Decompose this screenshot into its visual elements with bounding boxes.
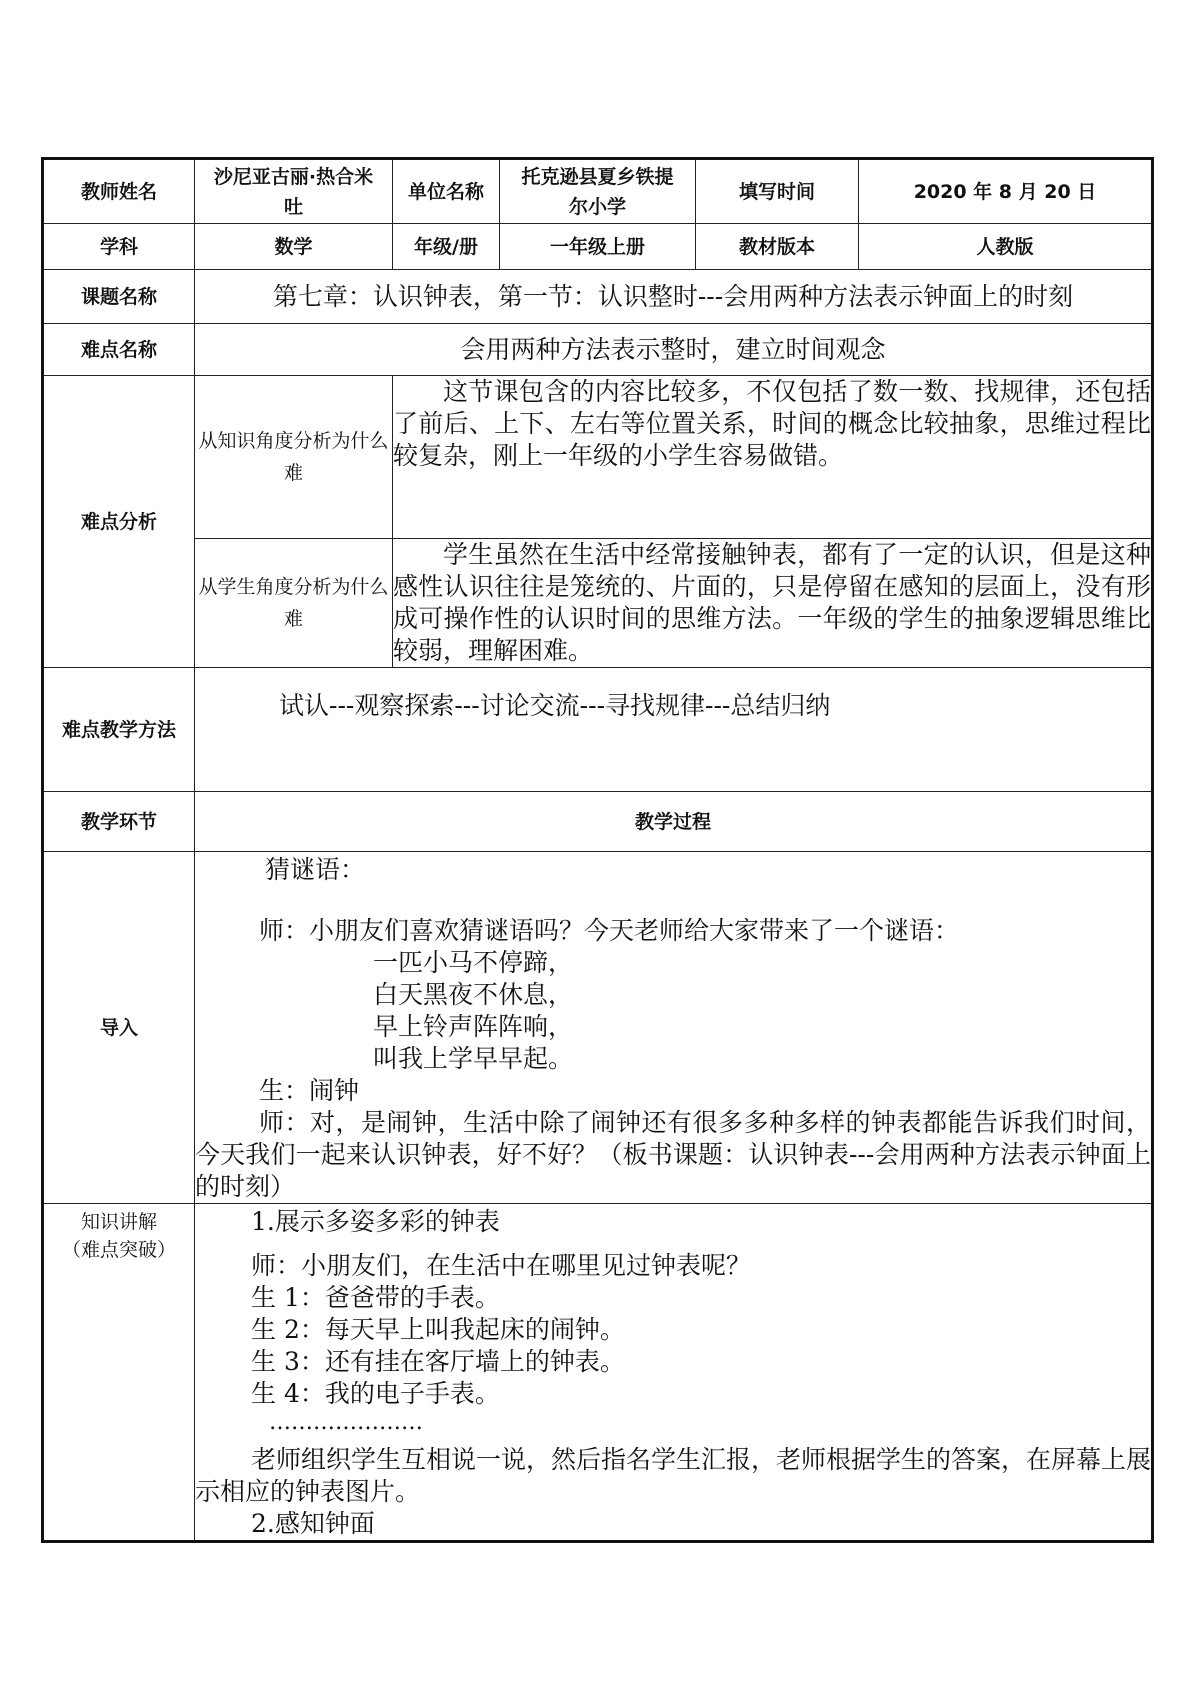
knowledge-answer-3: 生 3：还有挂在客厅墙上的钟表。 [251,1347,625,1376]
stage-label: 教学环节 [43,792,195,852]
student-angle-text: 学生虽然在生活中经常接触钟表，都有了一定的认识，但是这种感性认识往往是笼统的、片面的，只是停留在感知的层面上，没有形成可操作性的认识时间的思维方法。一年级的学生的抽象逻辑思维比较弱，理解困难。 [393,539,1153,668]
knowledge-answer-1: 生 1：爸爸带的手表。 [251,1283,500,1312]
analysis-knowledge-row [43,376,1153,539]
intro-content [195,852,1153,1204]
date-value: 2020 年 8 月 20 日 [859,159,1153,224]
unit-label: 单位名称 [393,159,500,224]
method-value: 试认---观察探索---讨论交流---寻找规律---总结归纳 [195,668,1153,792]
subject-label: 学科 [43,224,195,270]
lesson-plan-table [41,157,1154,1543]
riddle-poem-line-3: 早上铃声阵阵响， [373,1012,574,1041]
knowledge-item-2: 2.感知钟面 [251,1509,375,1538]
difficulty-row [43,324,1153,376]
method-label: 难点教学方法 [43,668,195,792]
intro-teacher-line: 师：小朋友们喜欢猜谜语吗？今天老师给大家带来了一个谜语： [259,916,960,945]
method-row [43,668,1153,792]
knowledge-row [43,1204,1153,1542]
knowledge-label-line-2: （难点突破） [61,1239,176,1261]
intro-row [43,852,1153,1204]
intro-teacher-reply: 师：对，是闹钟，生活中除了闹钟还有很多多种多样的钟表都能告诉我们时间，今天我们一起来认识钟表，好不好？（板书课题：认识钟表---会用两种方法表示钟面上的时刻） [195,1108,1151,1201]
difficulty-label: 难点名称 [43,324,195,376]
knowledge-angle-text: 这节课包含的内容比较多，不仅包括了数一数、找规律，还包括了前后、上下、左右等位置关系，时间的概念比较抽象，思维过程比较复杂，刚上一年级的小学生容易做错。 [393,376,1153,539]
process-header-row [43,792,1153,852]
riddle-poem-line-1: 一匹小马不停蹄， [373,948,574,977]
date-label: 填写时间 [696,159,859,224]
intro-label: 导入 [43,852,195,1204]
knowledge-item-1: 1.展示多姿多彩的钟表 [251,1207,500,1236]
edition-value: 人教版 [859,224,1153,270]
grade-label: 年级/册 [393,224,500,270]
difficulty-value: 会用两种方法表示整时，建立时间观念 [195,324,1153,376]
header-row-2 [43,224,1153,270]
knowledge-ellipsis: ………………… [269,1410,423,1435]
topic-label: 课题名称 [43,270,195,324]
knowledge-angle-label: 从知识角度分析为什么难 [195,376,393,539]
knowledge-answer-2: 生 2：每天早上叫我起床的闹钟。 [251,1315,625,1344]
unit-name: 托克逊县夏乡铁提尔小学 [500,159,696,224]
topic-value: 第七章：认识钟表，第一节：认识整时---会用两种方法表示钟面上的时刻 [195,270,1153,324]
student-angle-label: 从学生角度分析为什么难 [195,539,393,668]
header-row-1 [43,159,1153,224]
knowledge-label-line-1: 知识讲解 [80,1211,157,1233]
teacher-name: 沙尼亚古丽·热合米吐 [195,159,393,224]
riddle-title: 猜谜语： [265,855,366,884]
grade-value: 一年级上册 [500,224,696,270]
analysis-label: 难点分析 [43,376,195,668]
knowledge-teacher-question: 师：小朋友们，在生活中在哪里见过钟表呢？ [251,1251,752,1280]
knowledge-answer-4: 生 4：我的电子手表。 [251,1379,500,1408]
knowledge-summary: 老师组织学生互相说一说，然后指名学生汇报，老师根据学生的答案，在屏幕上展示相应的钟表图片。 [195,1445,1152,1506]
process-label: 教学过程 [195,792,1153,852]
teacher-label: 教师姓名 [43,159,195,224]
riddle-poem-line-4: 叫我上学早早起。 [373,1044,574,1073]
analysis-student-row [43,539,1153,668]
knowledge-content [195,1204,1153,1542]
subject-value: 数学 [195,224,393,270]
intro-student-line: 生：闹钟 [259,1076,360,1105]
knowledge-label [43,1204,195,1542]
topic-row [43,270,1153,324]
edition-label: 教材版本 [696,224,859,270]
riddle-poem-line-2: 白天黑夜不休息， [373,980,574,1009]
